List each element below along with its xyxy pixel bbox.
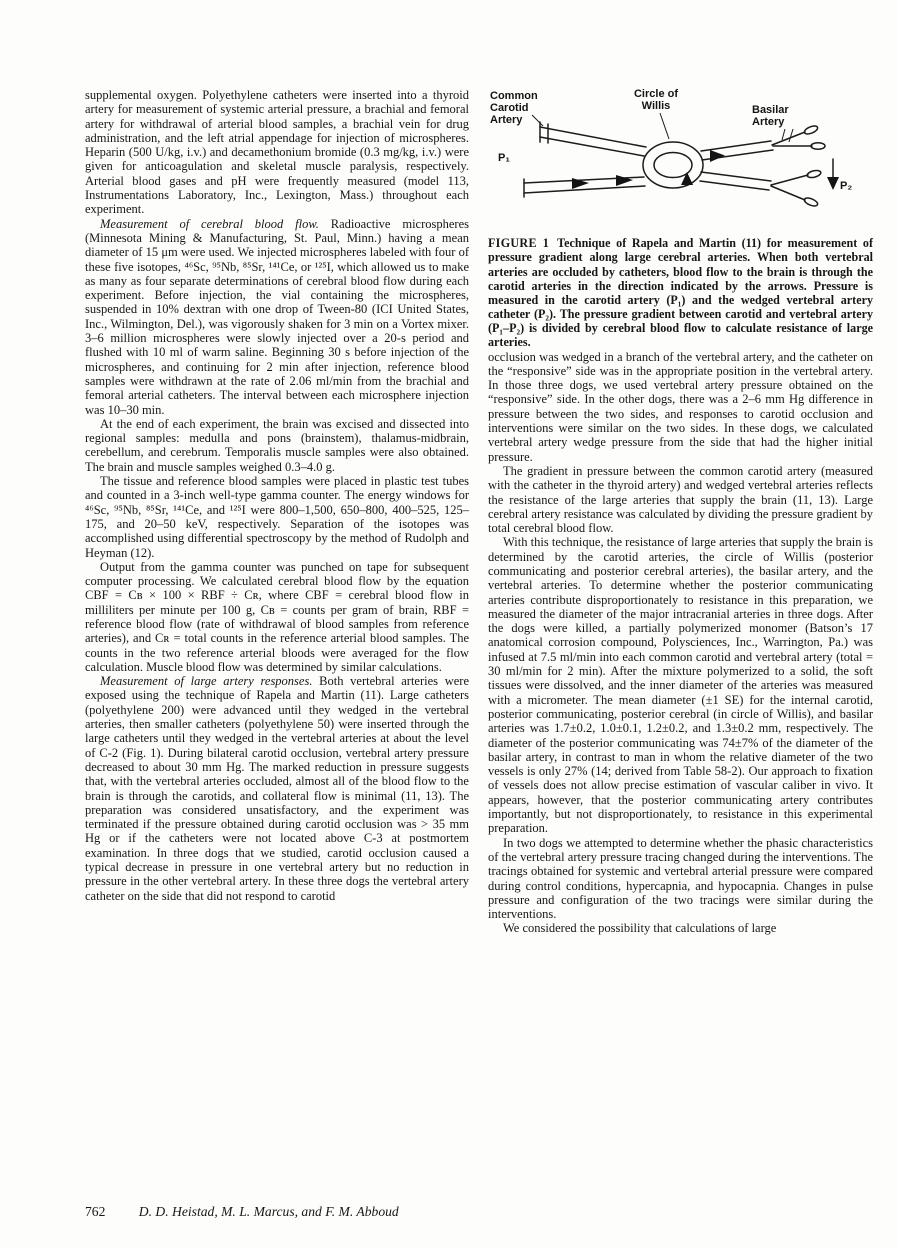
- flow-direction-arrows: [572, 150, 839, 190]
- paragraph-text: Both vertebral arteries were exposed using the technique of Rapela and Martin (11). Large catheters (polyethylene 200) were advanced until they wedged in the vertebral arteries, then smaller catheters (polyethylene 50) were inserted through the large catheters until they wedged in the vertebral arteries at about the level of C-2 (Fig. 1). During bilateral carotid occlusion, vertebral artery pressure decreased to about 30 mm Hg. The marked reduction in pressure suggests that, with the vertebral arteries occluded, almost all of the blood flow to the brain is through the carotids, and collateral flow is minimal (11, 13). The preparation was considered unsatisfactory, and the experiment was terminated if the pressure obtained during carotid occlusion was > 35 mm Hg or if the catheters were not located above C-3 at postmortem examination. In three dogs that we studied, carotid occlusion caused a typical decrease in pressure in one vertebral artery but no reduction in pressure in the other vertebral artery. In these three dogs the vertebral artery catheter on the side that did not respond to carotid: [85, 674, 469, 903]
- paragraph-text: Output from the gamma counter was punched on tape for subsequent computer processing. We calculated cerebral blood flow by the equation CBF = Cʙ × 100 × RBF ÷ Cʀ, where CBF = cerebral blood flow in milliliters per minute per 100 g, Cʙ = counts per gram of brain, RBF = reference blood flow (rate of withdrawal of blood samples from reference arteries), and Cʀ = total counts in the reference arterial blood samples. The counts in the two reference arterial bloods were averaged for the flow calculation. Muscle blood flow was determined by similar calculations.: [85, 559, 469, 674]
- paragraph-phasic-characteristics: [488, 836, 873, 922]
- basilar-artery-label: Basilar: [752, 104, 789, 116]
- paragraph-pressure-gradient: [488, 464, 873, 535]
- paragraph-lead: Measurement of cerebral blood flow.: [100, 216, 319, 231]
- paragraph-text: We considered the possibility that calculations of large: [503, 921, 777, 936]
- footer-authors: D. D. Heistad, M. L. Marcus, and F. M. Abboud: [138, 1204, 399, 1219]
- figure-1: [488, 85, 873, 236]
- paragraph-text: occlusion was wedged in a branch of the vertebral artery, and the catheter on the “responsive” side was in the appropriate position in the vertebral artery. In those three dogs, we used vertebral artery pressure obtained on the “responsive” side. In the other dogs, there was a 2–6 mm Hg difference in pressure between the two sides, and responses to carotid occlusion and interventions were similar on the two sides. In these dogs, we calculated vertebral artery wedge pressure from the side that had the higher initial pressure.: [488, 349, 873, 464]
- paragraph-closing-line: [488, 921, 873, 935]
- paragraph-occlusion-wedged: [488, 350, 873, 464]
- paragraph-text: Radioactive microspheres (Minnesota Mining & Manufacturing, St. Paul, Minn.) having a mean diameter of 15 μm were used. We injected microspheres labeled with four of these five isotopes, ⁴⁶Sc, ⁹⁵Nb, ⁸⁵Sr, ¹⁴¹Ce, or ¹²⁵I, which allowed us to make as many as four separate determinations of cerebral blood flow during each experiment. Before injection, the vial containing the microspheres, suspended in 10% dextran with one drop of Tween-80 (ICI United States, Inc., Wilmington, Del.), was vigorously shaken for 3 min on a Vortex mixer. 3–6 million microspheres were slowly injected over a 20-s period and flushed with 10 ml of warm saline. Beginning 30 s before injection of the microspheres, and continuing for 2 min after injection, reference blood samples were withdrawn at the rate of 2.06 ml/min from the brachial and femoral arterial catheters. The interval between each microsphere injection was 10–30 min.: [85, 216, 470, 417]
- circle-of-willis-label: Circle of: [633, 88, 679, 100]
- vessel-outlines: [524, 122, 833, 208]
- circle-of-willis-label: Willis: [641, 100, 671, 112]
- p1-pressure-label: P₁: [498, 152, 510, 164]
- paragraph-gamma-counter: [85, 474, 469, 560]
- basilar-artery-label: Artery: [752, 116, 785, 128]
- page-number: 762: [85, 1204, 106, 1219]
- paragraph-text: In two dogs we attempted to determine whether the phasic characteristics of the vertebral artery pressure tracing changed during the interventions. The tracings obtained for systemic and vertebral arterial pressure were compared during control conditions, hypercapnia, and hypocapnia. Changes in pulse pressure and configuration of the two tracings were similar during the interventions.: [488, 835, 873, 922]
- paragraph-text: With this technique, the resistance of large arteries that supply the brain is determined by the carotid arteries, the circle of Willis (posterior communicating and posterior cerebral arteries), the basilar artery, and the vertebral arteries. To determine whether the posterior communicating arteries contribute disproportionately to resistance in this preparation, we measured the diameter of the major intracranial arteries in three dogs. After the dogs were killed, a partially polymerized monomer (Batson’s 17 anatomical corrosion compound, Polysciences, Inc., Warrington, Pa.) was infused at 7.5 ml/min into each common carotid and vertebral artery (total = 30 ml/min for 2 min). After the mixture polymerized to a solid, the soft tissues were dissolved, and the inner diameter of the arteries was measured with a micrometer. The mean diameter (±1 SE) for the internal carotid, posterior communicating, posterior cerebral (in circle of Willis), and basilar arteries was 1.7±0.2, 1.0±0.1, 1.2±0.2, and 1.3±0.2 mm, respectively. The diameter of the posterior communicating was 74±7% of the diameter of the basilar artery, in contrast to man in whom the relative diameter of the two vessels is only 27% (14; derived from Table 58-2). Our approach to fixation of vessels does not allow precise estimation of vascular caliber in vivo. It appears, however, that the posterior communicating artery contributes importantly, but not disproportionately, to resistance in this experimental preparation.: [488, 535, 873, 836]
- figure-caption-text: Technique of Rapela and Martin (11) for measurement of pressure gradient along large cerebral arteries. When both vertebral arteries are occluded by catheters, blood flow to the brain is through the carotid arteries in the direction indicated by the arrows. Pressure is measured in the carotid artery (P₁) and the wedged vertebral artery catheter (P₂). The pressure gradient between carotid and vertebral artery (P₁–P₂) is divided by cerebral blood flow to calculate resistance of large arteries.: [488, 236, 873, 350]
- paragraph-text: The gradient in pressure between the common carotid artery (measured with the catheter in the thyroid artery) and wedged vertebral arteries reflects the resistance of the large arteries that supply the brain (11, 13). Large cerebral artery resistance was calculated by dividing the pressure gradient by total cerebral blood flow.: [488, 463, 873, 536]
- figure-1-caption: [488, 236, 873, 349]
- paragraph-brain-dissection: [85, 417, 469, 474]
- common-carotid-artery-label: Carotid: [490, 102, 529, 114]
- common-carotid-artery-label: Artery: [490, 114, 523, 126]
- paragraph-lead: Measurement of large artery responses.: [100, 674, 313, 689]
- paragraph-methods-continuation: [85, 88, 469, 217]
- figure-1-diagram: [488, 85, 873, 233]
- paragraph-text: The tissue and reference blood samples were placed in plastic test tubes and counted in a 3-inch well-type gamma counter. The energy windows for ⁴⁶Sc, ⁹⁵Nb, ⁸⁵Sr, ¹⁴¹Ce, and ¹²⁵I were 800–1,500, 650–800, 400–525, 125–175, and 20–50 keV, respectively. Separation of the isotopes was accomplished using differential spectroscopy by the method of Rudolph and Heyman (12).: [85, 474, 469, 560]
- page-footer: [85, 1204, 399, 1220]
- paragraph-cerebral-blood-flow: [85, 217, 469, 417]
- paragraph-text: supplemental oxygen. Polyethylene catheters were inserted into a thyroid artery for measurement of systemic arterial pressure, a brachial and femoral artery for withdrawal of arterial blood samples, a brachial vein for drug administration, and the left atrial appendage for injection of microspheres. Heparin (500 U/kg, i.v.) and decamethonium bromide (0.3 mg/kg, i.v.) were given for anticoagulation and skeletal muscle paralysis, respectively. Arterial blood gases and pH were frequently measured (model 113, Instrumentations Laboratory, Inc., Lexington, Mass.) throughout each experiment.: [85, 88, 469, 217]
- figure-labels: [490, 88, 852, 192]
- common-carotid-artery-label: Common: [490, 90, 538, 102]
- right-column: [488, 85, 873, 936]
- p2-pressure-label: P₂: [840, 180, 853, 192]
- paragraph-cbf-equation: [85, 560, 469, 674]
- paragraph-large-artery-responses: [85, 674, 469, 903]
- figure-caption-label: FIGURE 1: [488, 236, 550, 251]
- paragraph-artery-diameters: [488, 535, 873, 835]
- left-column: [85, 88, 469, 903]
- paragraph-text: At the end of each experiment, the brain was excised and dissected into regional samples: medulla and pons (brainstem), thalamus-midbrain, cerebellum, and cerebrum. Temporalis muscle samples were also obtained. The brain and muscle samples weighed 0.3–4.0 g.: [85, 416, 469, 474]
